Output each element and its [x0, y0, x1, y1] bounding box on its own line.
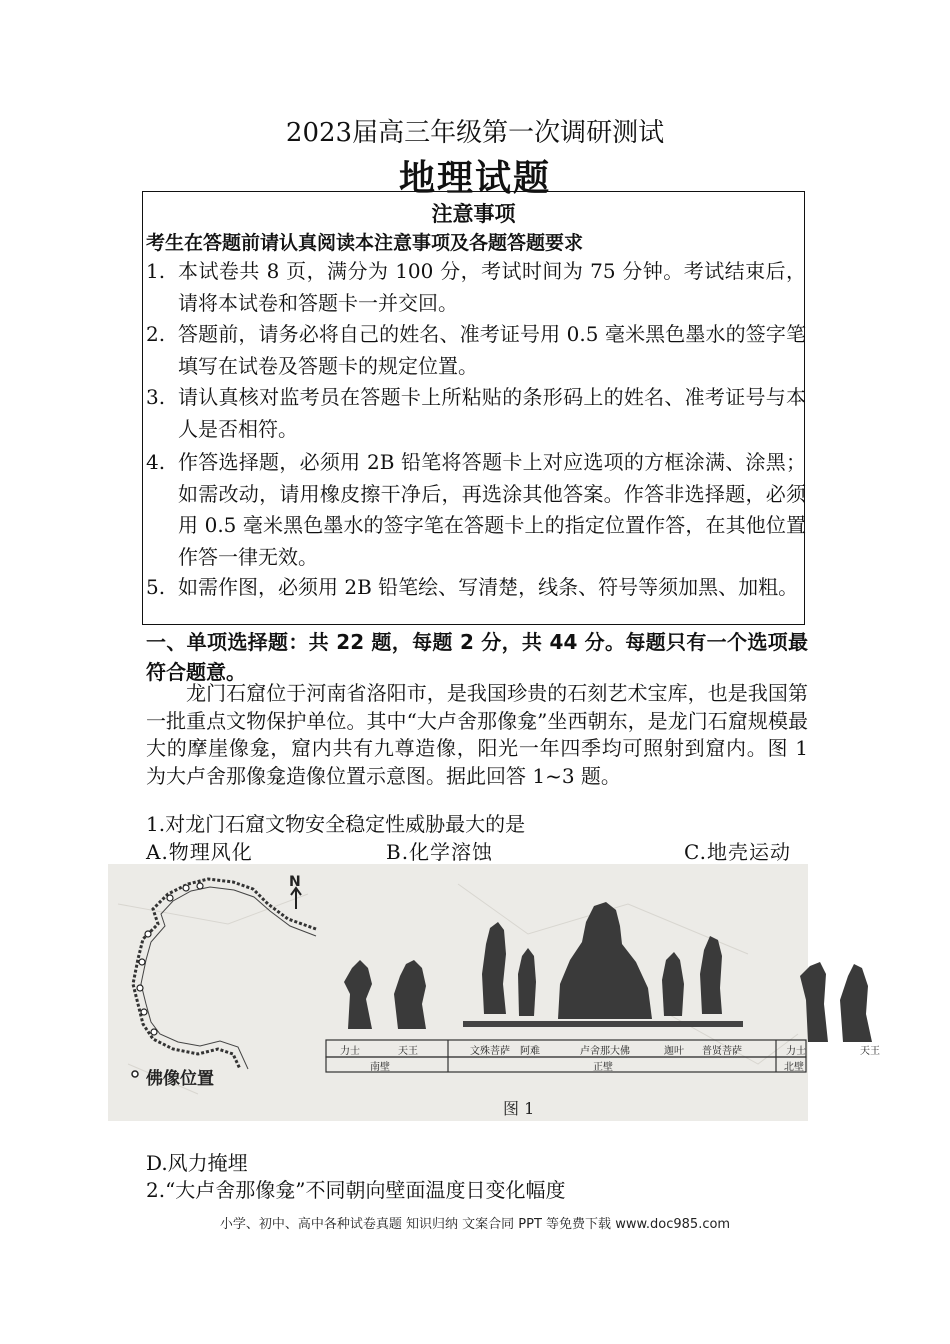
statue-label: 阿难	[520, 1046, 540, 1057]
wall-label-main: 正壁	[593, 1062, 613, 1073]
statue-lishi-north	[800, 962, 828, 1042]
notice-item-number: 1.	[146, 259, 166, 283]
exam-subject: 地理试题	[398, 158, 551, 199]
notice-lead: 考生在答题前请认真阅读本注意事项及各题答题要求	[146, 232, 584, 254]
question-1-option-c: C.地壳运动	[684, 840, 791, 864]
statue-label: 普贤菩萨	[702, 1046, 742, 1057]
notice-item-number: 2.	[146, 322, 166, 346]
statue-anan	[518, 948, 536, 1016]
section-heading: 一、单项选择题：共 22 题，每题 2 分，共 44 分。每题只有一个选项最符合题意。	[146, 630, 808, 684]
statue-label: 力士	[786, 1046, 806, 1057]
figure-statue-positions	[108, 864, 880, 1121]
notice-item-number: 5.	[146, 575, 166, 599]
statue-label: 力士	[340, 1046, 360, 1057]
statue-lishi-south	[344, 960, 372, 1029]
statue-jiaye	[662, 952, 684, 1016]
statue-label: 卢舍那大佛	[580, 1046, 630, 1057]
question-1-stem: 1.对龙门石窟文物安全稳定性威胁最大的是	[146, 812, 526, 836]
statue-puxian	[700, 936, 722, 1014]
north-arrow-icon	[291, 888, 301, 909]
footer-ad: 小学、初中、高中各种试卷真题 知识归纳 文案合同 PPT 等免费下载 www.doc985.com	[219, 1217, 731, 1232]
background-texture	[118, 884, 798, 1094]
notice-item-number: 4.	[146, 450, 166, 474]
notice-item-text: 如需作图，必须用 2B 铅笔绘、写清楚，线条、符号等须加黑、加粗。	[178, 575, 799, 599]
notice-item-text: 答题前，请务必将自己的姓名、准考证号用 0.5 毫米黑色墨水的签字笔填写在试卷及答题卡的规定位置。	[178, 322, 806, 378]
statue-label: 迦叶	[664, 1046, 684, 1057]
question-2-stem: 2.“大卢舍那像龛”不同朝向壁面温度日变化幅度	[146, 1178, 566, 1202]
reading-passage: 龙门石窟位于河南省洛阳市，是我国珍贵的石刻艺术宝库，也是我国第一批重点文物保护单位。其中“大卢舍那像龛”坐西朝东，是龙门石窟规模最大的摩崖像龛，窟内共有九尊造像，阳光一年四季均可照射到窟内。图 1 为大卢舍那像龛造像位置示意图。据此回答 1~3 题。	[146, 681, 808, 788]
notice-item-text: 作答选择题，必须用 2B 铅笔将答题卡上对应选项的方框涂满、涂黑；如需改动，请用橡皮擦干净后，再选涂其他答案。作答非选择题，必须用 0.5 毫米黑色墨水的签字笔在答题卡上的指定位置作答，在其他位置作答一律无效。	[178, 450, 806, 569]
legend-dot-icon	[132, 1071, 138, 1077]
wall-label-north: 北壁	[784, 1062, 804, 1073]
figure-caption: 图 1	[503, 1099, 535, 1118]
cave-outline	[133, 879, 316, 1069]
notice-item-number: 3.	[146, 385, 166, 409]
notice-heading: 注意事项	[431, 202, 516, 226]
statue-tianwang-north	[840, 964, 872, 1042]
question-1-option-d: D.风力掩埋	[146, 1151, 248, 1175]
cave-inner-line	[141, 887, 316, 1069]
notice-item-text: 请认真核对监考员在答题卡上所粘贴的条形码上的姓名、准考证号与本人是否相符。	[178, 385, 806, 441]
statue-wenshu	[482, 922, 506, 1014]
wall-label-south: 南壁	[370, 1062, 390, 1073]
statue-label: 天王	[398, 1046, 418, 1057]
legend-label: 佛像位置	[146, 1069, 214, 1089]
statue-tianwang-south	[394, 960, 426, 1029]
question-1-option-b: B.化学溶蚀	[386, 840, 494, 864]
statue-label: 天王	[860, 1046, 880, 1057]
statue-position-dots	[137, 883, 203, 1035]
statue-lushena-buddha	[558, 902, 652, 1019]
exam-title: 2023届高三年级第一次调研测试	[285, 118, 665, 148]
question-1-option-a: A.物理风化	[146, 840, 253, 864]
notice-item-text: 本试卷共 8 页，满分为 100 分，考试时间为 75 分钟。考试结束后，请将本试卷和答题卡一并交回。	[178, 259, 806, 315]
statue-label: 文殊菩萨	[470, 1046, 510, 1057]
north-label: N	[289, 874, 301, 890]
main-wall-platform	[463, 1021, 743, 1027]
